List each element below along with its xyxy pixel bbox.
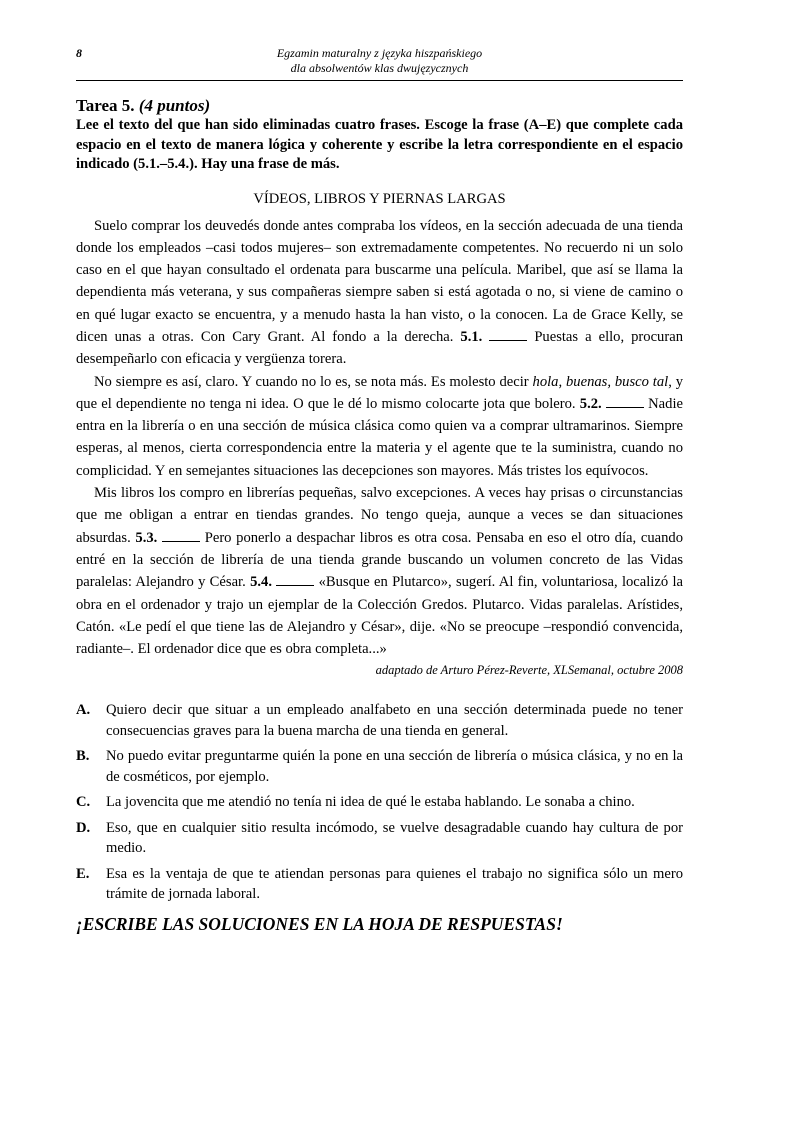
option-letter: E. bbox=[76, 865, 90, 882]
option-d bbox=[76, 818, 683, 859]
paragraph-text: Puestas a ello, procuran desempeñarlo con eficacia y vergüenza torera. bbox=[76, 328, 683, 368]
task-instructions: Lee el texto del que han sido eliminadas cuatro frases. Escoge la frase (A–E) que complete cada espacio en el texto de manera lógica y coherente y escribe la letra correspondiente en el espacio indicado (5.1.–5.4.). Hay una frase de más. bbox=[76, 117, 683, 172]
paragraph-text: Mis libros los compro en librerías pequeñas, salvo excepciones. A veces hay prisas o circunstancias que me obligan a entrar en tiendas grandes. No tengo queja, aunque a veces se dan situaciones absurdas. bbox=[76, 485, 683, 546]
article-paragraph-2 bbox=[76, 371, 683, 482]
option-text: Eso, que en cualquier sitio resulta incómodo, se vuelve desagradable cuando hay cultura de por medio. bbox=[106, 819, 683, 857]
paragraph-text: Nadie entra en la librería o en una sección de música clásica como quien va a comprar ultramarinos. Siempre esperas, al menos, cierta correspondencia entre la materia y el agente que te la suministra, cuando no complicidad. Y en semejantes situaciones las decepciones son mayores. Más tristes los equívocos. bbox=[76, 395, 683, 479]
article-paragraph-3 bbox=[76, 482, 683, 660]
answer-blank bbox=[489, 328, 527, 341]
option-b bbox=[76, 746, 683, 787]
options-list bbox=[76, 700, 683, 905]
task-title bbox=[76, 96, 683, 116]
italic-phrase: hola, buenas, busco tal bbox=[532, 373, 669, 390]
option-a bbox=[76, 700, 683, 741]
page-header bbox=[76, 46, 683, 81]
answer-blank bbox=[606, 395, 644, 408]
paragraph-text: No siempre es así, claro. Y cuando no lo es, se nota más. Es molesto decir bbox=[94, 373, 529, 390]
article-title: VÍDEOS, LIBROS Y PIERNAS LARGAS bbox=[253, 190, 506, 207]
header-line-1: Egzamin maturalny z języka hiszpańskiego bbox=[276, 46, 483, 60]
closing-instruction: ¡ESCRIBE LAS SOLUCIONES EN LA HOJA DE RESPUESTAS! bbox=[76, 913, 563, 934]
task-number: Tarea 5. bbox=[76, 96, 135, 115]
option-letter: B. bbox=[76, 748, 90, 765]
gap-label-5-2: 5.2. bbox=[579, 395, 602, 412]
option-text: La jovencita que me atendió no tenía ni idea de qué le estaba hablando. Le sonaba a chino. bbox=[106, 794, 635, 811]
gap-label-5-3: 5.3. bbox=[135, 529, 158, 546]
answer-blank bbox=[162, 529, 200, 542]
header-line-2: dla absolwentów klas dwujęzycznych bbox=[290, 61, 469, 75]
page-number: 8 bbox=[76, 46, 82, 60]
option-text: Quiero decir que situar a un empleado analfabeto en una sección determinada puede no tener consecuencias graves para la buena marcha de una tienda en general. bbox=[106, 702, 683, 739]
option-letter: D. bbox=[76, 819, 91, 836]
option-text: No puedo evitar preguntarme quién la pone en una sección de librería o música clásica, y no en la de cosméticos, por ejemplo. bbox=[106, 748, 683, 785]
option-c bbox=[76, 792, 683, 813]
option-e bbox=[76, 864, 683, 905]
header-title bbox=[76, 46, 683, 76]
article-source: adaptado de Arturo Pérez-Reverte, XLSemanal, octubre 2008 bbox=[375, 663, 683, 678]
option-letter: A. bbox=[76, 702, 91, 719]
paragraph-text: , y que el dependiente no tenga ni idea. O que le dé lo mismo colocarte jota que bolero. bbox=[76, 373, 684, 412]
paragraph-text: Pero ponerlo a despachar libros es otra cosa. Pensaba en eso el otro día, cuando entré en la sección de librería de una tienda grande buscando un volumen concreto de las Vidas paralelas: Alejandro y César. bbox=[76, 529, 683, 591]
task-points: (4 puntos) bbox=[138, 96, 211, 115]
answer-blank bbox=[276, 573, 314, 586]
gap-label-5-4: 5.4. bbox=[250, 574, 272, 591]
paragraph-text: «Busque en Plutarco», sugerí. Al fin, voluntariosa, localizó la obra en el ordenador y trajo un ejemplar de la Colección Gredos. Plutarco. Vidas paralelas. Arístides, Catón. «Le pedí el que tiene las de Alejandro y César», dije. «No se preocupe –respondió convencida, radiante–. El ordenador dice que es obra completa...» bbox=[76, 574, 683, 658]
option-text: Esa es la ventaja de que te atiendan personas para quienes el trabajo no significa sólo un mero trámite de jornada laboral. bbox=[106, 865, 683, 903]
option-letter: C. bbox=[76, 794, 91, 811]
gap-label-5-1: 5.1. bbox=[460, 328, 483, 345]
article-paragraph-1 bbox=[76, 215, 683, 371]
page-content bbox=[76, 96, 683, 935]
paragraph-text: Suelo comprar los deuvedés donde antes compraba los vídeos, en la sección adecuada de una tienda donde los empleados –casi todos mujeres– son extremadamente competentes. No recuerdo ni un solo caso en el que hayan consultado el ordenata para buscarme una película. Maribel, que así se llama la dependienta más veterana, y sus compañeras siempre saben si está agotada o no, si viene de camino o en qué lugar exacto se encuentra, y a menudo hasta la han visto, o la conocen. La de Grace Kelly, se dicen unas a otras. Con Cary Grant. Al fondo a la derecha. bbox=[76, 217, 683, 345]
